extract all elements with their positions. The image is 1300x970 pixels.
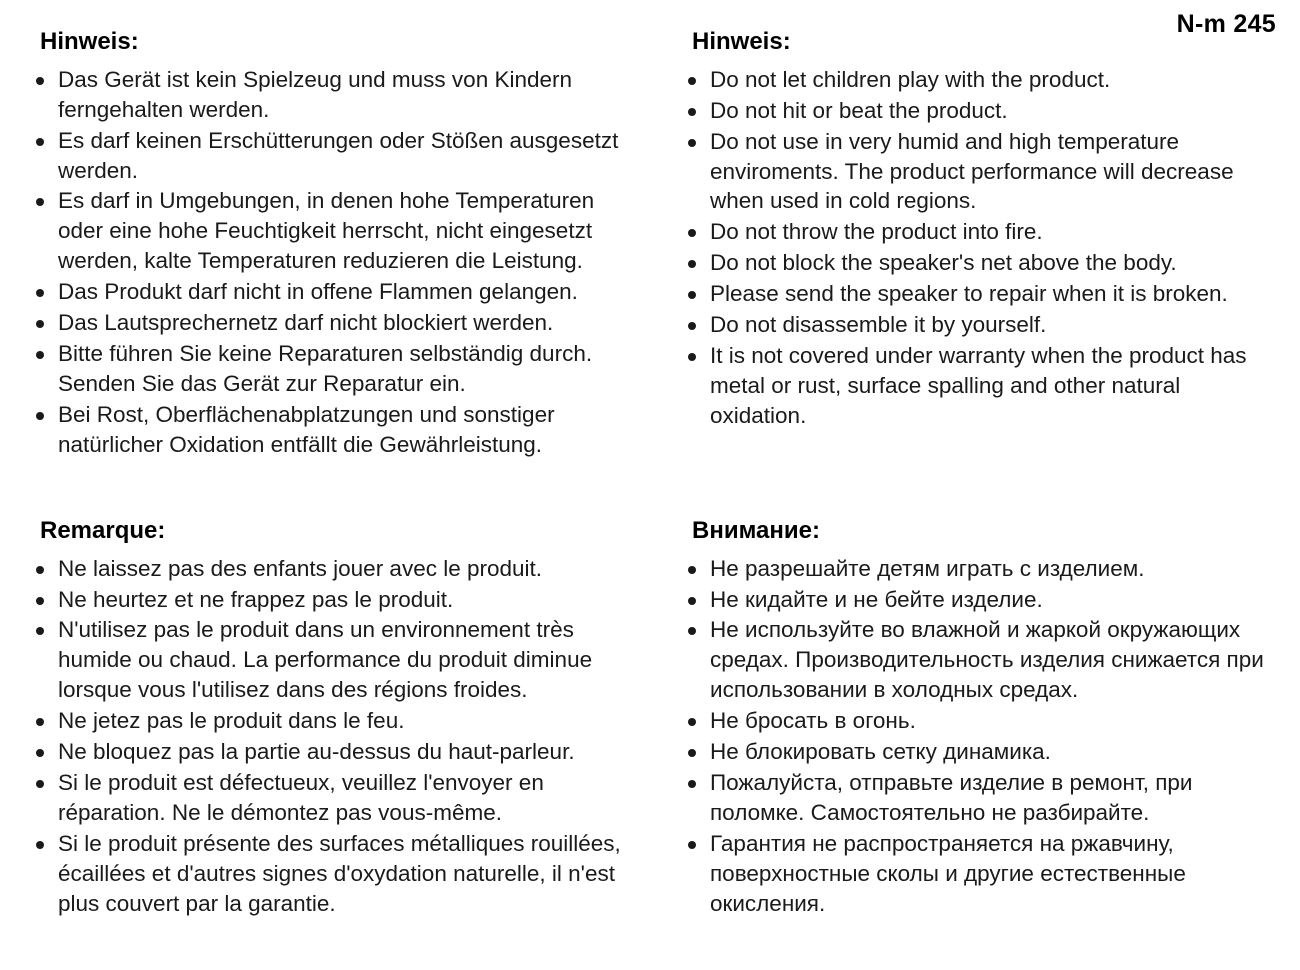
notice-list-german	[32, 65, 632, 460]
section-title-french: Remarque:	[40, 516, 166, 544]
model-code: N-m 245	[1176, 10, 1276, 38]
list-item: Do not disassemble it by yourself.	[684, 310, 1276, 340]
list-item: Do not throw the product into fire.	[684, 217, 1276, 247]
section-title-russian: Внимание:	[692, 516, 820, 544]
list-item: Не блокировать сетку динамика.	[684, 737, 1276, 767]
list-item: Das Lautsprechernetz darf nicht blockiert werden.	[32, 308, 632, 338]
list-item: Не разрешайте детям играть с изделием.	[684, 554, 1276, 584]
list-item: Не используйте во влажной и жаркой окружающих средах. Производительность изделия снижается при использовании в холодных средах.	[684, 615, 1276, 705]
notice-grid	[0, 28, 1300, 920]
notice-section-german	[0, 28, 650, 461]
list-item: Do not hit or beat the product.	[684, 96, 1276, 126]
list-item: Please send the speaker to repair when it is broken.	[684, 279, 1276, 309]
list-item: Ne laissez pas des enfants jouer avec le produit.	[32, 554, 632, 584]
list-item: Do not let children play with the product.	[684, 65, 1276, 95]
list-item: Das Gerät ist kein Spielzeug und muss von Kindern ferngehalten werden.	[32, 65, 632, 125]
list-item: Не бросать в огонь.	[684, 706, 1276, 736]
list-item: Si le produit est défectueux, veuillez l'envoyer en réparation. Ne le démontez pas vous-même.	[32, 768, 632, 828]
notice-list-russian	[684, 554, 1276, 919]
list-item: Es darf keinen Erschütterungen oder Stößen ausgesetzt werden.	[32, 126, 632, 186]
list-item: Do not block the speaker's net above the body.	[684, 248, 1276, 278]
list-item: Ne jetez pas le produit dans le feu.	[32, 706, 632, 736]
notice-section-russian	[650, 517, 1300, 920]
list-item: Si le produit présente des surfaces métalliques rouillées, écaillées et d'autres signes d'oxydation naturelle, il n'est plus couvert par la garantie.	[32, 829, 632, 919]
list-item: N'utilisez pas le produit dans un environnement très humide ou chaud. La performance du produit diminue lorsque vous l'utilisez dans des régions froides.	[32, 615, 632, 705]
list-item: Ne heurtez et ne frappez pas le produit.	[32, 585, 632, 615]
list-item: Es darf in Umgebungen, in denen hohe Temperaturen oder eine hohe Feuchtigkeit herrscht, nicht eingesetzt werden, kalte Temperaturen reduzieren die Leistung.	[32, 186, 632, 276]
notice-list-english	[684, 65, 1276, 431]
list-item: Das Produkt darf nicht in offene Flammen gelangen.	[32, 277, 632, 307]
list-item: It is not covered under warranty when the product has metal or rust, surface spalling and other natural oxidation.	[684, 341, 1276, 431]
list-item: Do not use in very humid and high temperature enviroments. The product performance will decrease when used in cold regions.	[684, 127, 1276, 217]
list-item: Гарантия не распространяется на ржавчину, поверхностные сколы и другие естественные окисления.	[684, 829, 1276, 919]
section-title-german: Hinweis:	[40, 28, 139, 55]
notice-list-french	[32, 554, 632, 919]
section-title-english: Hinweis:	[692, 28, 791, 55]
notice-section-english	[650, 28, 1300, 461]
list-item: Пожалуйста, отправьте изделие в ремонт, при поломке. Самостоятельно не разбирайте.	[684, 768, 1276, 828]
list-item: Bitte führen Sie keine Reparaturen selbständig durch. Senden Sie das Gerät zur Reparatur ein.	[32, 339, 632, 399]
notice-section-french	[0, 517, 650, 920]
list-item: Не кидайте и не бейте изделие.	[684, 585, 1276, 615]
list-item: Bei Rost, Oberflächenabplatzungen und sonstiger natürlicher Oxidation entfällt die Gewährleistung.	[32, 400, 632, 460]
list-item: Ne bloquez pas la partie au-dessus du haut-parleur.	[32, 737, 632, 767]
